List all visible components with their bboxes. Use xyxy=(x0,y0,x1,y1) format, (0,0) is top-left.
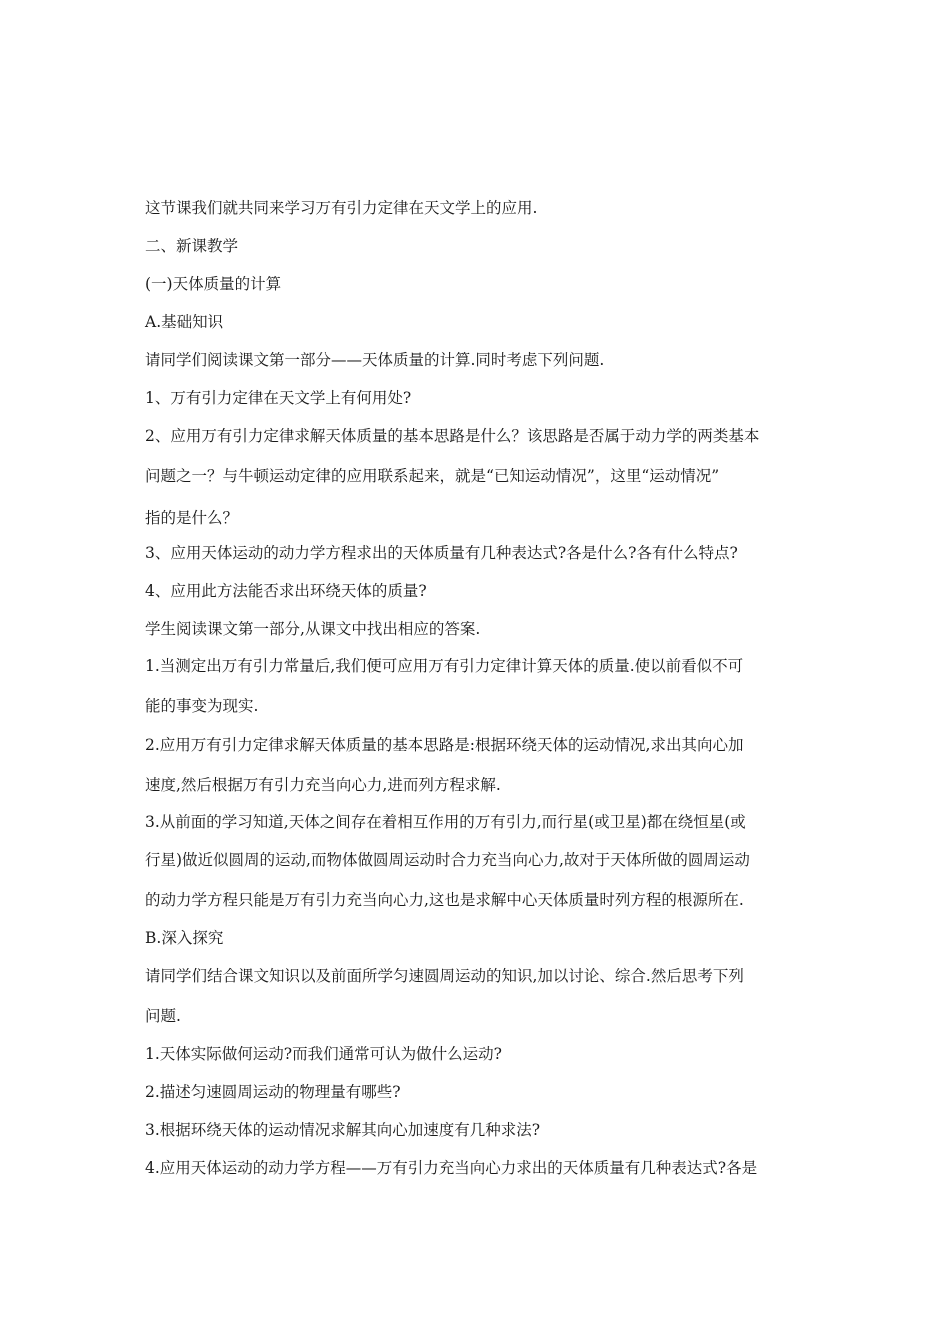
text-line: 请同学们结合课文知识以及前面所学匀速圆周运动的知识,加以讨论、综合.然后思考下列 xyxy=(145,967,744,985)
subsection-heading: A.基础知识 xyxy=(145,313,224,331)
question-item: 2.描述匀速圆周运动的物理量有哪些? xyxy=(145,1083,401,1101)
question-item: 1.天体实际做何运动?而我们通常可认为做什么运动? xyxy=(145,1045,502,1063)
answer-item: 3.从前面的学习知道,天体之间存在着相互作用的万有引力,而行星(或卫星)都在绕恒星(或 xyxy=(145,813,746,831)
text-line: 能的事变为现实. xyxy=(145,697,259,715)
question-item: 4.应用天体运动的动力学方程——万有引力充当向心力求出的天体质量有几种表达式?各是 xyxy=(145,1159,758,1177)
question-item: 2、应用万有引力定律求解天体质量的基本思路是什么？该思路是否属于动力学的两类基本 xyxy=(145,427,760,445)
text-line: 学生阅读课文第一部分,从课文中找出相应的答案. xyxy=(145,620,481,638)
answer-item: 1.当测定出万有引力常量后,我们便可应用万有引力定律计算天体的质量.使以前看似不可 xyxy=(145,657,744,675)
question-item: 3、应用天体运动的动力学方程求出的天体质量有几种表达式?各是什么?各有什么特点? xyxy=(145,544,738,562)
question-item: 1、万有引力定律在天文学上有何用处? xyxy=(145,389,412,407)
text-line: 指的是什么？ xyxy=(145,509,239,527)
section-heading: 二、新课教学 xyxy=(145,237,239,255)
text-line: 问题之一？与牛顿运动定律的应用联系起来，就是“已知运动情况”，这里“运动情况” xyxy=(145,467,720,485)
subsection-heading: (一)天体质量的计算 xyxy=(145,275,282,293)
text-line: 行星)做近似圆周的运动,而物体做圆周运动时合力充当向心力,故对于天体所做的圆周运动 xyxy=(145,851,750,869)
question-item: 3.根据环绕天体的运动情况求解其向心加速度有几种求法? xyxy=(145,1121,541,1139)
answer-item: 2.应用万有引力定律求解天体质量的基本思路是:根据环绕天体的运动情况,求出其向心加 xyxy=(145,736,744,754)
text-line: 这节课我们就共同来学习万有引力定律在天文学上的应用. xyxy=(145,199,538,217)
text-line: 的动力学方程只能是万有引力充当向心力,这也是求解中心天体质量时列方程的根源所在. xyxy=(145,891,744,909)
text-line: 请同学们阅读课文第一部分——天体质量的计算.同时考虑下列问题. xyxy=(145,351,605,369)
text-line: 问题. xyxy=(145,1007,181,1025)
subsection-heading: B.深入探究 xyxy=(145,929,224,947)
text-line: 速度,然后根据万有引力充当向心力,进而列方程求解. xyxy=(145,776,501,794)
question-item: 4、应用此方法能否求出环绕天体的质量? xyxy=(145,582,427,600)
